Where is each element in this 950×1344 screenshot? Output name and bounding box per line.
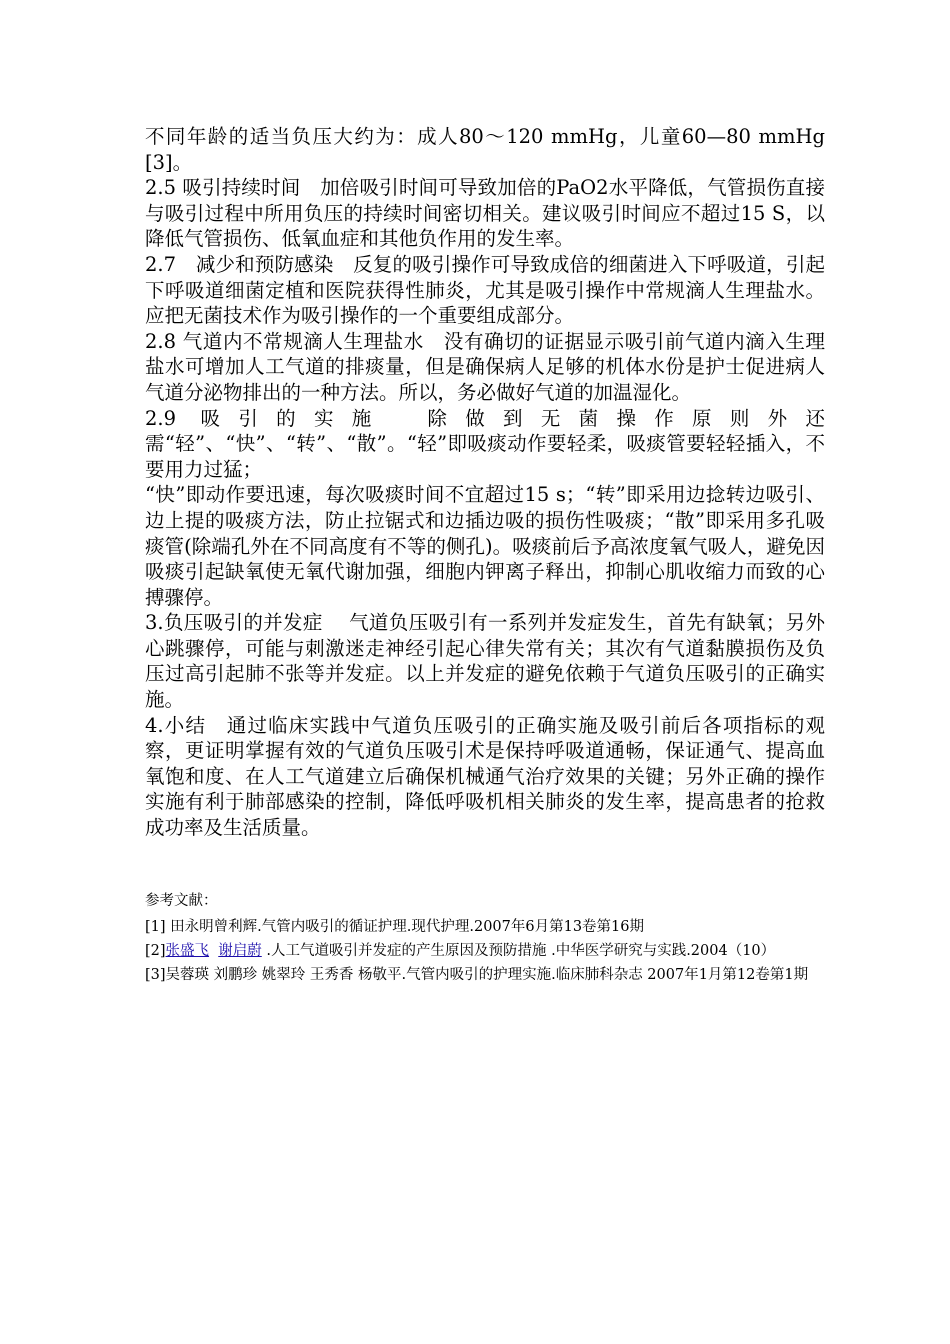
reference-2-prefix: [2]	[145, 942, 166, 959]
references-title: 参考文献：	[145, 892, 218, 909]
paragraph-suction-duration: 2.5 吸引持续时间 加倍吸引时间可导致加倍的PaO2水平降低，气管损伤直接与吸引过程中所用负压的持续时间密切相关。建议吸引时间应不超过15 S，以降低气管损伤、低氧血症和其他负作用的发生率。	[145, 176, 825, 251]
reference-2-rest: .人工气道吸引并发症的产生原因及预防措施 .中华医学研究与实践.2004（10）	[261, 942, 776, 959]
reference-item-2	[145, 939, 825, 963]
paragraph-complications: 3.负压吸引的并发症 气道负压吸引有一系列并发症发生，首先有缺氧；另外心跳骤停，可能与刺激迷走神经引起心律失常有关；其次有气道黏膜损伤及负压过高引起肺不张等并发症。以上并发症的避免依赖于气道负压吸引的正确实施。	[145, 611, 825, 712]
paragraph-summary: 4.小结 通过临床实践中气道负压吸引的正确实施及吸引前后各项指标的观察，更证明掌握有效的气道负压吸引术是保持呼吸道通畅，保证通气、提高血氧饱和度、在人工气道建立后确保机械通气治疗效果的关键；另外正确的操作实施有利于肺部感染的控制，降低呼吸机相关肺炎的发生率，提高患者的抢救成功率及生活质量。	[145, 713, 825, 840]
document-page	[145, 124, 825, 987]
article-body	[145, 124, 825, 841]
paragraph-infection-prevention: 2.7 减少和预防感染 反复的吸引操作可导致成倍的细菌进入下呼吸道，引起下呼吸道细菌定植和医院获得性肺炎，尤其是吸引操作中常规滴人生理盐水。应把无菌技术作为吸引操作的一个重要组成部分。	[145, 252, 825, 328]
references-section	[145, 889, 825, 987]
author-link-zhang-shengfei[interactable]: 张盛飞	[165, 942, 210, 959]
paragraph-suction-technique: “快”即动作要迅速，每次吸痰时间不宜超过15 s；“转”即采用边捻转边吸引、边上提的吸痰方法，防止拉锯式和边插边吸的损伤性吸痰；“散”即采用多孔吸痰管(除端孔外在不同高度有不等的侧孔)。吸痰前后予高浓度氧气吸人，避免因吸痰引起缺氧使无氧代谢加强，细胞内钾离子释出，抑制心肌收缩力而致的心搏骤停。	[145, 483, 825, 609]
paragraph-saline-instillation: 2.8 气道内不常规滴人生理盐水 没有确切的证据显示吸引前气道内滴入生理盐水可增加人工气道的排痰量，但是确保病人足够的机体水份是护士促进病人气道分泌物排出的一种方法。所以，务必做好气道的加温湿化。	[145, 329, 825, 404]
reference-item-1: [1] 田永明曾利辉.气管内吸引的循证护理.现代护理.2007年6月第13卷第16期	[145, 918, 645, 935]
paragraph-suction-implementation: 2.9 吸引的实施 除做到无菌操作原则外还需“轻”、“快”、“转”、“散”。“轻”即吸痰动作要轻柔，吸痰管要轻轻插入，不要用力过猛；	[145, 406, 825, 481]
paragraph-negative-pressure-range: 不同年龄的适当负压大约为：成人80～120 mmHg，儿童60—80 mmHg[3]。	[145, 125, 825, 174]
author-link-xie-qiwei[interactable]: 谢启蔚	[218, 942, 262, 959]
reference-item-3: [3]吴蓉瑛 刘鹏珍 姚翠玲 王秀香 杨敬平.气管内吸引的护理实施.临床肺科杂志 2007年1月第12卷第1期	[145, 966, 809, 983]
